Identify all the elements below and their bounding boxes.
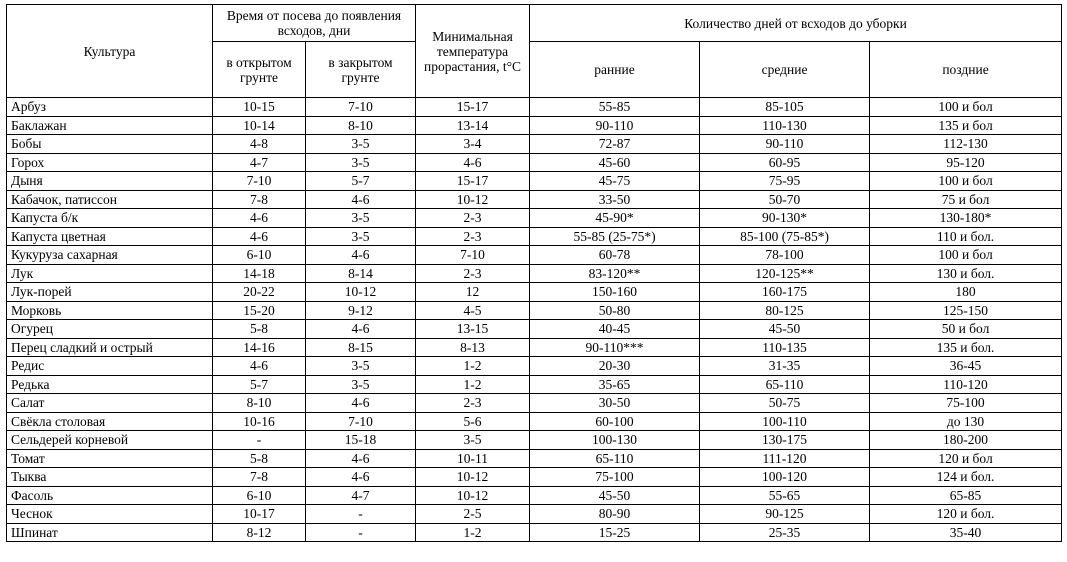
cell-min-temp: 4-6	[416, 153, 530, 172]
cell-early: 55-85	[530, 98, 700, 117]
cell-closed-ground: 3-5	[306, 375, 416, 394]
cell-early: 40-45	[530, 320, 700, 339]
cell-min-temp: 2-3	[416, 209, 530, 228]
cell-closed-ground: 8-14	[306, 264, 416, 283]
cell-middle: 80-125	[700, 301, 870, 320]
cell-open-ground: 7-10	[213, 172, 306, 191]
cell-late: 110-120	[870, 375, 1062, 394]
cell-early: 45-50	[530, 486, 700, 505]
cell-closed-ground: 10-12	[306, 283, 416, 302]
cell-crop: Дыня	[7, 172, 213, 191]
cell-crop: Кабачок, патиссон	[7, 190, 213, 209]
cell-late: 124 и бол.	[870, 468, 1062, 487]
table-row	[7, 190, 1062, 209]
cell-open-ground: 7-8	[213, 468, 306, 487]
cell-late: 112-130	[870, 135, 1062, 154]
cell-open-ground: 4-6	[213, 357, 306, 376]
cell-middle: 85-100 (75-85*)	[700, 227, 870, 246]
cell-min-temp: 2-5	[416, 505, 530, 524]
cell-closed-ground: 5-7	[306, 172, 416, 191]
cell-middle: 160-175	[700, 283, 870, 302]
cell-early: 20-30	[530, 357, 700, 376]
cell-middle: 100-110	[700, 412, 870, 431]
cell-late: 180	[870, 283, 1062, 302]
table-row	[7, 505, 1062, 524]
cell-open-ground: 8-12	[213, 523, 306, 542]
cell-closed-ground: 9-12	[306, 301, 416, 320]
cell-late: 95-120	[870, 153, 1062, 172]
cell-min-temp: 1-2	[416, 375, 530, 394]
cell-min-temp: 2-3	[416, 394, 530, 413]
table-row	[7, 357, 1062, 376]
header-closed-ground: в закрытом грунте	[306, 42, 416, 98]
header-late: поздние	[870, 42, 1062, 98]
cell-middle: 111-120	[700, 449, 870, 468]
cell-closed-ground: 4-6	[306, 190, 416, 209]
cell-min-temp: 7-10	[416, 246, 530, 265]
cell-late: 110 и бол.	[870, 227, 1062, 246]
cell-early: 15-25	[530, 523, 700, 542]
table-row	[7, 98, 1062, 117]
cell-late: 130 и бол.	[870, 264, 1062, 283]
cell-crop: Лук-порей	[7, 283, 213, 302]
cell-closed-ground: 4-6	[306, 246, 416, 265]
cell-min-temp: 8-13	[416, 338, 530, 357]
header-early: ранние	[530, 42, 700, 98]
cell-late: 75 и бол	[870, 190, 1062, 209]
cell-open-ground: 7-8	[213, 190, 306, 209]
table-row	[7, 468, 1062, 487]
table-row	[7, 412, 1062, 431]
cell-late: 135 и бол	[870, 116, 1062, 135]
cell-middle: 55-65	[700, 486, 870, 505]
cell-middle: 90-125	[700, 505, 870, 524]
table-row	[7, 283, 1062, 302]
table-row	[7, 523, 1062, 542]
cell-crop: Сельдерей корневой	[7, 431, 213, 450]
cell-crop: Капуста цветная	[7, 227, 213, 246]
cell-open-ground: 5-7	[213, 375, 306, 394]
cell-early: 45-90*	[530, 209, 700, 228]
cell-closed-ground: -	[306, 505, 416, 524]
cell-closed-ground: 8-15	[306, 338, 416, 357]
cell-min-temp: 2-3	[416, 264, 530, 283]
table-row	[7, 375, 1062, 394]
table-row	[7, 116, 1062, 135]
table-row	[7, 338, 1062, 357]
cell-crop: Редис	[7, 357, 213, 376]
table-row	[7, 153, 1062, 172]
cell-early: 30-50	[530, 394, 700, 413]
cell-early: 90-110***	[530, 338, 700, 357]
cell-crop: Капуста б/к	[7, 209, 213, 228]
cell-late: 135 и бол.	[870, 338, 1062, 357]
cell-late: 100 и бол	[870, 246, 1062, 265]
cell-early: 100-130	[530, 431, 700, 450]
cell-early: 33-50	[530, 190, 700, 209]
cell-middle: 90-110	[700, 135, 870, 154]
cell-open-ground: 6-10	[213, 486, 306, 505]
cell-crop: Бобы	[7, 135, 213, 154]
cell-crop: Баклажан	[7, 116, 213, 135]
cell-crop: Салат	[7, 394, 213, 413]
cell-early: 60-78	[530, 246, 700, 265]
cell-crop: Огурец	[7, 320, 213, 339]
cell-middle: 90-130*	[700, 209, 870, 228]
table-row	[7, 486, 1062, 505]
cell-min-temp: 3-4	[416, 135, 530, 154]
cell-early: 80-90	[530, 505, 700, 524]
cell-closed-ground: -	[306, 523, 416, 542]
cell-closed-ground: 8-10	[306, 116, 416, 135]
cell-middle: 60-95	[700, 153, 870, 172]
cell-closed-ground: 3-5	[306, 153, 416, 172]
cell-middle: 45-50	[700, 320, 870, 339]
cell-late: 120 и бол	[870, 449, 1062, 468]
cell-late: 65-85	[870, 486, 1062, 505]
cell-crop: Фасоль	[7, 486, 213, 505]
cell-early: 45-60	[530, 153, 700, 172]
header-crop: Культура	[7, 5, 213, 98]
table-body	[7, 98, 1062, 542]
cell-open-ground: 14-18	[213, 264, 306, 283]
cell-min-temp: 1-2	[416, 523, 530, 542]
cell-middle: 25-35	[700, 523, 870, 542]
cell-crop: Лук	[7, 264, 213, 283]
table-row	[7, 264, 1062, 283]
cell-closed-ground: 7-10	[306, 412, 416, 431]
cell-late: 125-150	[870, 301, 1062, 320]
cell-late: 50 и бол	[870, 320, 1062, 339]
cell-min-temp: 10-12	[416, 468, 530, 487]
table-row	[7, 431, 1062, 450]
cell-crop: Арбуз	[7, 98, 213, 117]
cell-min-temp: 2-3	[416, 227, 530, 246]
cell-closed-ground: 3-5	[306, 135, 416, 154]
cell-middle: 50-70	[700, 190, 870, 209]
cell-early: 35-65	[530, 375, 700, 394]
cell-min-temp: 10-12	[416, 486, 530, 505]
cell-early: 90-110	[530, 116, 700, 135]
cell-early: 150-160	[530, 283, 700, 302]
header-row-1	[7, 5, 1062, 42]
cell-early: 55-85 (25-75*)	[530, 227, 700, 246]
cell-open-ground: 4-8	[213, 135, 306, 154]
cell-crop: Редька	[7, 375, 213, 394]
cell-min-temp: 10-11	[416, 449, 530, 468]
cell-closed-ground: 4-7	[306, 486, 416, 505]
cell-early: 72-87	[530, 135, 700, 154]
cell-open-ground: 10-15	[213, 98, 306, 117]
cell-middle: 78-100	[700, 246, 870, 265]
cell-crop: Тыква	[7, 468, 213, 487]
cell-open-ground: 5-8	[213, 449, 306, 468]
cell-crop: Свёкла столовая	[7, 412, 213, 431]
cell-middle: 110-135	[700, 338, 870, 357]
cell-closed-ground: 3-5	[306, 227, 416, 246]
cell-early: 60-100	[530, 412, 700, 431]
table-row	[7, 209, 1062, 228]
cell-closed-ground: 3-5	[306, 209, 416, 228]
cell-open-ground: 20-22	[213, 283, 306, 302]
cell-middle: 130-175	[700, 431, 870, 450]
cell-min-temp: 13-14	[416, 116, 530, 135]
cell-min-temp: 13-15	[416, 320, 530, 339]
cell-middle: 110-130	[700, 116, 870, 135]
table-row	[7, 135, 1062, 154]
cell-crop: Шпинат	[7, 523, 213, 542]
cell-early: 75-100	[530, 468, 700, 487]
table-row	[7, 394, 1062, 413]
cell-early: 50-80	[530, 301, 700, 320]
header-days-group: Количество дней от всходов до уборки	[530, 5, 1062, 42]
cell-middle: 50-75	[700, 394, 870, 413]
table-row	[7, 246, 1062, 265]
cell-min-temp: 15-17	[416, 172, 530, 191]
cell-min-temp: 3-5	[416, 431, 530, 450]
cell-middle: 31-35	[700, 357, 870, 376]
cell-crop: Кукуруза сахарная	[7, 246, 213, 265]
table-header	[7, 5, 1062, 98]
cell-crop: Морковь	[7, 301, 213, 320]
cell-closed-ground: 4-6	[306, 394, 416, 413]
cell-closed-ground: 7-10	[306, 98, 416, 117]
cell-open-ground: 4-7	[213, 153, 306, 172]
cell-middle: 100-120	[700, 468, 870, 487]
cell-open-ground: 10-17	[213, 505, 306, 524]
cell-crop: Чеснок	[7, 505, 213, 524]
table-row	[7, 172, 1062, 191]
cell-min-temp: 5-6	[416, 412, 530, 431]
table-row	[7, 320, 1062, 339]
cell-early: 65-110	[530, 449, 700, 468]
cell-min-temp: 12	[416, 283, 530, 302]
cell-closed-ground: 4-6	[306, 320, 416, 339]
cell-late: 36-45	[870, 357, 1062, 376]
cell-late: 35-40	[870, 523, 1062, 542]
cell-open-ground: 5-8	[213, 320, 306, 339]
cell-min-temp: 1-2	[416, 357, 530, 376]
header-germination-group: Время от посева до появления всходов, дни	[213, 5, 416, 42]
cell-open-ground: 14-16	[213, 338, 306, 357]
cell-closed-ground: 15-18	[306, 431, 416, 450]
cell-closed-ground: 4-6	[306, 449, 416, 468]
cell-crop: Томат	[7, 449, 213, 468]
cell-min-temp: 10-12	[416, 190, 530, 209]
cell-late: до 130	[870, 412, 1062, 431]
cell-late: 180-200	[870, 431, 1062, 450]
cell-open-ground: -	[213, 431, 306, 450]
cell-middle: 85-105	[700, 98, 870, 117]
cell-open-ground: 15-20	[213, 301, 306, 320]
cell-early: 83-120**	[530, 264, 700, 283]
cell-open-ground: 10-16	[213, 412, 306, 431]
header-min-temp: Минимальная температура прорастания, t°C	[416, 5, 530, 98]
cell-closed-ground: 3-5	[306, 357, 416, 376]
header-middle: средние	[700, 42, 870, 98]
cell-min-temp: 15-17	[416, 98, 530, 117]
cell-late: 120 и бол.	[870, 505, 1062, 524]
cell-late: 130-180*	[870, 209, 1062, 228]
cell-open-ground: 6-10	[213, 246, 306, 265]
cell-early: 45-75	[530, 172, 700, 191]
table-row	[7, 301, 1062, 320]
cell-open-ground: 4-6	[213, 209, 306, 228]
cell-open-ground: 8-10	[213, 394, 306, 413]
cell-middle: 120-125**	[700, 264, 870, 283]
cell-open-ground: 4-6	[213, 227, 306, 246]
cell-middle: 65-110	[700, 375, 870, 394]
cell-min-temp: 4-5	[416, 301, 530, 320]
header-open-ground: в открытом грунте	[213, 42, 306, 98]
cell-late: 75-100	[870, 394, 1062, 413]
cell-closed-ground: 4-6	[306, 468, 416, 487]
table-row	[7, 449, 1062, 468]
cell-middle: 75-95	[700, 172, 870, 191]
cell-late: 100 и бол	[870, 172, 1062, 191]
crops-table	[6, 4, 1062, 542]
cell-crop: Горох	[7, 153, 213, 172]
cell-late: 100 и бол	[870, 98, 1062, 117]
cell-open-ground: 10-14	[213, 116, 306, 135]
table-row	[7, 227, 1062, 246]
cell-crop: Перец сладкий и острый	[7, 338, 213, 357]
